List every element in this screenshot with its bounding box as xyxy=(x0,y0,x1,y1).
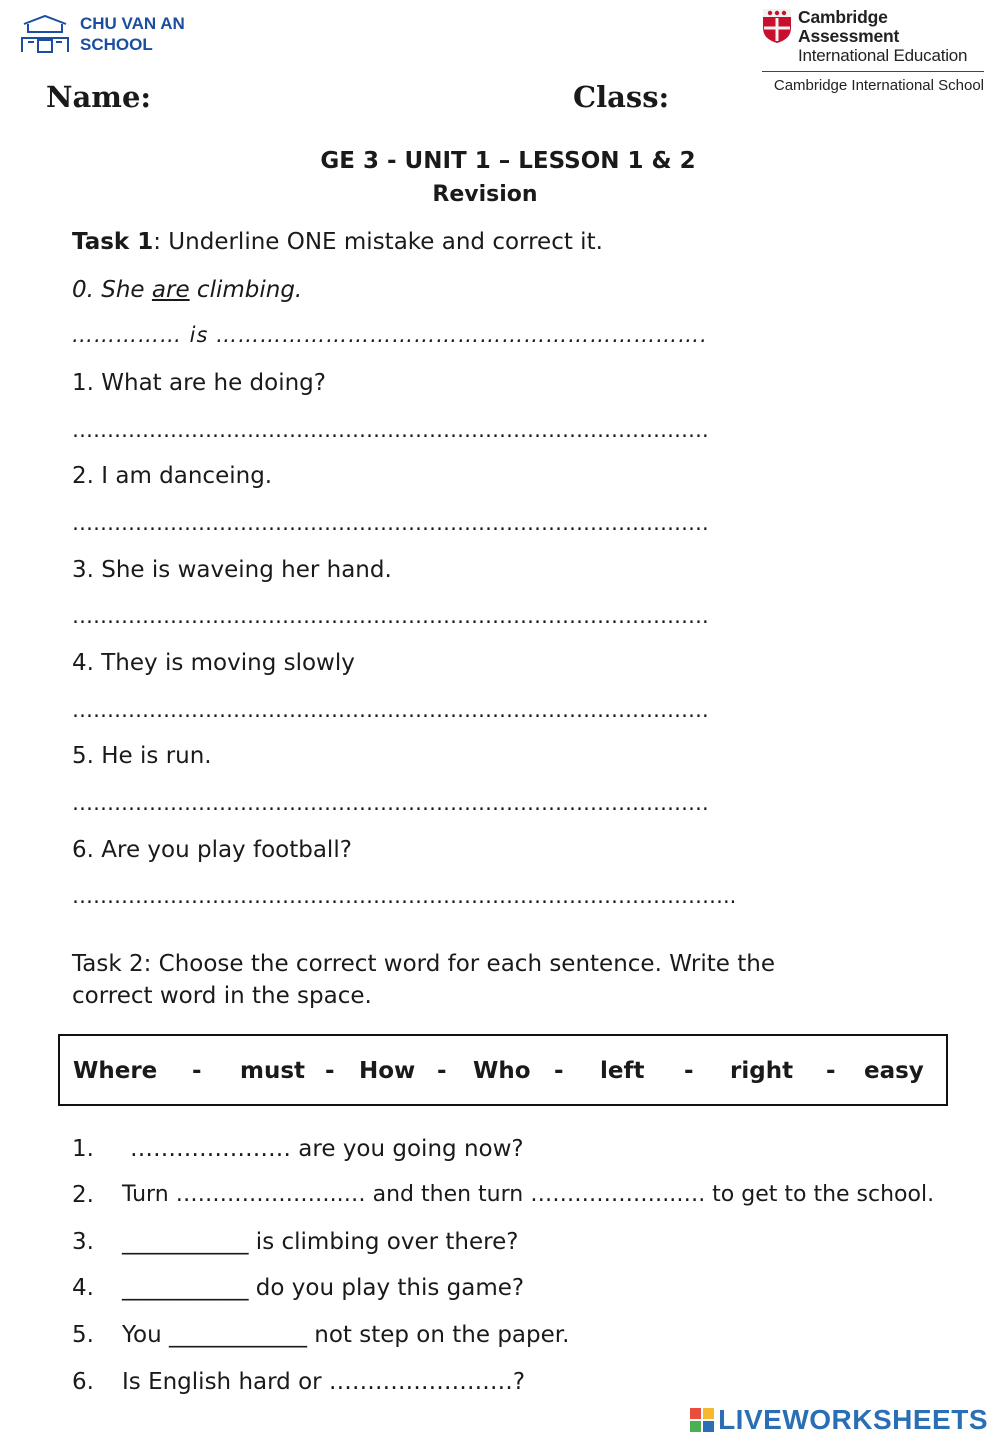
school-name-line1: CHU VAN AN xyxy=(80,14,185,33)
task2-instruction-line1: Task 2: Choose the correct word for each sentence. Write the xyxy=(72,951,775,977)
task2-item-number: 5. xyxy=(72,1322,94,1348)
word-separator: - xyxy=(826,1058,836,1084)
word-bank-item: right xyxy=(730,1058,794,1084)
cambridge-subtitle: International Education xyxy=(798,46,968,65)
liveworksheets-logo xyxy=(690,1404,988,1436)
cambridge-school-label: Cambridge International School xyxy=(773,77,984,94)
task2-item-4[interactable]: ___________ do you play this game? xyxy=(122,1275,525,1301)
word-bank-item: must xyxy=(240,1058,306,1084)
word-bank-item: How xyxy=(359,1058,416,1084)
word-bank-item: Where xyxy=(73,1058,158,1084)
school-logo xyxy=(18,12,185,56)
worksheet-title: GE 3 - UNIT 1 – LESSON 1 & 2 xyxy=(320,148,696,174)
liveworksheets-icon xyxy=(690,1408,714,1432)
word-separator: - xyxy=(437,1058,447,1084)
task2-item-number: 6. xyxy=(72,1369,94,1395)
task1-item-5: 5. He is run. xyxy=(72,743,212,769)
task1-item-6: 6. Are you play football? xyxy=(72,837,352,863)
cambridge-title: Cambridge Assessment xyxy=(798,7,900,46)
task1-answer-3[interactable]: ………………………………………………………………………………. xyxy=(72,604,709,628)
school-emblem-icon xyxy=(18,12,72,56)
task1-instruction: : Underline ONE mistake and correct it. xyxy=(153,229,603,255)
task1-answer-4[interactable]: ………………………………………………………………………………. xyxy=(72,698,709,722)
cambridge-logo xyxy=(762,8,984,94)
task2-item-3[interactable]: ___________ is climbing over there? xyxy=(122,1229,519,1255)
task2-item-1[interactable]: ………………… are you going now? xyxy=(130,1136,524,1162)
task1-item-4: 4. They is moving slowly xyxy=(72,650,355,676)
task1-item-1: 1. What are he doing? xyxy=(72,370,326,396)
task1-item-2: 2. I am danceing. xyxy=(72,463,273,489)
word-bank-item: left xyxy=(600,1058,645,1084)
task2-instruction-line2: correct word in the space. xyxy=(72,983,372,1009)
task1-answer-6[interactable]: ………………………………………………………………………………….. xyxy=(72,884,737,908)
cambridge-shield-icon xyxy=(762,8,792,44)
task2-item-number: 4. xyxy=(72,1275,94,1301)
task2-item-number: 1. xyxy=(72,1136,94,1162)
worksheet-subtitle: Revision xyxy=(432,182,538,207)
task1-item-3: 3. She is waveing her hand. xyxy=(72,557,392,583)
task1-example-answer: …………… is …………………………………………………………. xyxy=(72,323,708,347)
word-bank-item: Who xyxy=(473,1058,531,1084)
class-label: Class: xyxy=(573,80,670,114)
cambridge-divider xyxy=(762,71,984,72)
word-separator: - xyxy=(325,1058,335,1084)
task1-answer-5[interactable]: ………………………………………………………………………………. xyxy=(72,791,709,815)
word-separator: - xyxy=(554,1058,564,1084)
name-label: Name: xyxy=(46,80,152,114)
task1-answer-1[interactable]: ………………………………………………………………………………. xyxy=(72,418,709,442)
liveworksheets-brand: LIVEWORKSHEETS xyxy=(718,1404,988,1435)
task2-item-number: 3. xyxy=(72,1229,94,1255)
task2-item-2[interactable]: Turn …………………..… and then turn ………………..…. to get to the school. xyxy=(122,1182,935,1207)
word-bank-item: easy xyxy=(864,1058,924,1084)
task2-item-5[interactable]: You ____________ not step on the paper. xyxy=(122,1322,570,1348)
task2-item-6[interactable]: Is English hard or ……………………? xyxy=(122,1369,526,1395)
task2-item-number: 2. xyxy=(72,1182,94,1208)
task1-heading xyxy=(72,229,603,255)
word-separator: - xyxy=(684,1058,694,1084)
task1-label: Task 1 xyxy=(72,229,154,255)
word-bank xyxy=(58,1034,948,1106)
school-name-line2: SCHOOL xyxy=(80,35,153,54)
word-separator: - xyxy=(192,1058,202,1084)
task1-example: 0. She are climbing. xyxy=(72,277,303,303)
task1-answer-2[interactable]: ………………………………………………………………………………. xyxy=(72,511,709,535)
example-mistake: are xyxy=(151,277,190,303)
